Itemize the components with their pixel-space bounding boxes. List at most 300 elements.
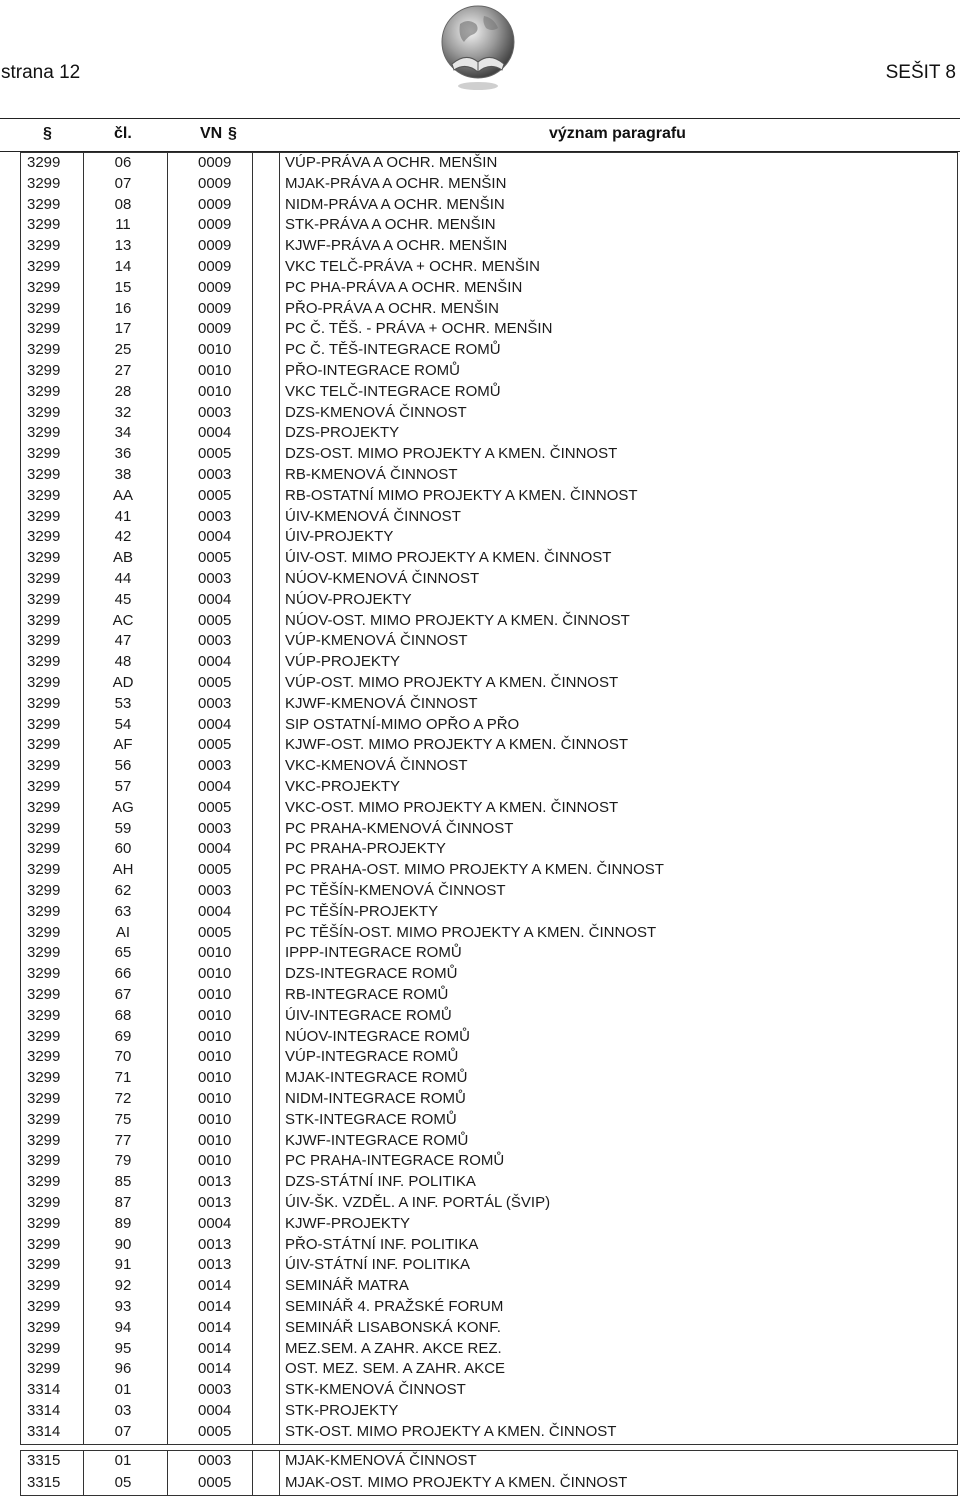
cell-article: 47 <box>114 632 132 650</box>
table-row <box>0 382 960 403</box>
cell-vn: 0005 <box>198 1422 232 1440</box>
cell-vn: 0003 <box>198 1381 232 1399</box>
cell-article: 27 <box>114 362 132 379</box>
table-row <box>0 1089 960 1110</box>
cell-vn: 0005 <box>198 674 232 691</box>
cell-meaning: ÚIV-INTEGRACE ROMŮ <box>285 1006 452 1024</box>
table-row <box>0 798 960 819</box>
cell-vn: 0003 <box>198 507 232 525</box>
table-row <box>0 174 960 195</box>
cell-paragraph: 3299 <box>27 258 61 275</box>
cell-article: 42 <box>114 528 132 546</box>
cell-paragraph: 3299 <box>27 840 61 858</box>
cell-vn: 0010 <box>198 1090 232 1107</box>
cell-meaning: NIDM-INTEGRACE ROMŮ <box>285 1090 466 1107</box>
cell-paragraph: 3299 <box>27 1131 61 1149</box>
cell-article: 69 <box>114 1027 132 1045</box>
cell-paragraph: 3314 <box>27 1402 61 1419</box>
cell-vn: 0010 <box>198 1006 232 1024</box>
table-row <box>0 236 960 257</box>
cell-article: 59 <box>114 819 132 837</box>
cell-paragraph: 3299 <box>27 1339 61 1357</box>
cell-article: 32 <box>114 403 132 421</box>
cell-paragraph: 3299 <box>27 944 61 962</box>
cell-article: 15 <box>114 278 132 296</box>
cell-vn: 0005 <box>198 1473 232 1491</box>
cell-article: 65 <box>114 944 132 962</box>
cell-vn: 0005 <box>198 736 232 754</box>
cell-paragraph: 3299 <box>27 819 61 837</box>
cell-vn: 0005 <box>198 798 232 816</box>
cell-article: 62 <box>114 882 132 899</box>
cell-paragraph: 3299 <box>27 1194 61 1211</box>
cell-paragraph: 3314 <box>27 1381 61 1399</box>
cell-meaning: VKC-PROJEKTY <box>285 778 401 795</box>
cell-paragraph: 3299 <box>27 694 61 712</box>
table-row <box>0 215 960 236</box>
table-header <box>0 125 960 147</box>
table-row <box>0 569 960 590</box>
cell-vn: 0004 <box>198 1402 232 1419</box>
cell-paragraph: 3299 <box>27 507 61 525</box>
cell-vn: 0005 <box>198 549 232 567</box>
cell-vn: 0005 <box>198 611 232 629</box>
cell-vn: 0003 <box>198 694 232 712</box>
table-row <box>0 299 960 320</box>
cell-vn: 0009 <box>198 154 232 171</box>
cell-vn: 0010 <box>198 1110 232 1128</box>
cell-article: 92 <box>114 1277 132 1295</box>
cell-paragraph: 3299 <box>27 965 61 983</box>
cell-vn: 0013 <box>198 1235 232 1253</box>
table-row <box>0 985 960 1006</box>
cell-meaning: PC TĚŠÍN-OST. MIMO PROJEKTY A KMEN. ČINNOST <box>285 923 657 941</box>
cell-article: 91 <box>114 1256 132 1274</box>
cell-article: 01 <box>114 1452 132 1469</box>
cell-article: 90 <box>114 1235 132 1253</box>
table-row <box>0 423 960 444</box>
cell-vn: 0009 <box>198 195 232 213</box>
page-number: strana 12 <box>1 62 81 83</box>
cell-meaning: VKC TELČ-INTEGRACE ROMŮ <box>285 382 501 400</box>
col-header-meaning: význam paragrafu <box>549 125 686 142</box>
cell-meaning: VKC-OST. MIMO PROJEKTY A KMEN. ČINNOST <box>285 798 619 816</box>
cell-meaning: NÚOV-KMENOVÁ ČINNOST <box>285 570 480 587</box>
cell-article: 85 <box>114 1173 132 1191</box>
table-row <box>0 403 960 424</box>
cell-paragraph: 3299 <box>27 341 61 359</box>
cell-paragraph: 3299 <box>27 195 61 213</box>
cell-meaning: PC PRAHA-KMENOVÁ ČINNOST <box>285 819 514 837</box>
table-row <box>0 943 960 964</box>
cell-article: 79 <box>114 1152 132 1170</box>
col-header-paragraph: § <box>43 125 52 142</box>
cell-article: AI <box>115 923 131 941</box>
cell-meaning: PC TĚŠÍN-PROJEKTY <box>285 902 439 920</box>
cell-vn: 0004 <box>198 840 232 858</box>
table-row <box>0 1276 960 1297</box>
table-row <box>0 1110 960 1131</box>
cell-article: 96 <box>114 1360 132 1378</box>
cell-article: 48 <box>114 653 132 671</box>
table-row <box>0 1380 960 1401</box>
cell-article: 14 <box>114 258 132 275</box>
cell-meaning: PC PHA-PRÁVA A OCHR. MENŠIN <box>285 278 523 296</box>
col-header-vn: VN <box>200 125 223 142</box>
cell-vn: 0009 <box>198 258 232 275</box>
col-header-article: čl. <box>114 125 132 142</box>
cell-vn: 0010 <box>198 341 232 359</box>
cell-article: 13 <box>114 237 132 255</box>
cell-meaning: NIDM-PRÁVA A OCHR. MENŠIN <box>285 195 505 213</box>
cell-meaning: RB-OSTATNÍ MIMO PROJEKTY A KMEN. ČINNOST <box>285 486 638 504</box>
cell-article: 56 <box>114 757 132 775</box>
cell-meaning: PC Č. TĚŠ-INTEGRACE ROMŮ <box>285 341 501 359</box>
cell-meaning: ÚIV-OST. MIMO PROJEKTY A KMEN. ČINNOST <box>285 549 612 567</box>
cell-vn: 0004 <box>198 715 232 733</box>
cell-paragraph: 3315 <box>27 1473 61 1491</box>
cell-vn: 0003 <box>198 1452 232 1469</box>
cell-paragraph: 3314 <box>27 1422 61 1440</box>
cell-vn: 0005 <box>198 486 232 504</box>
cell-meaning: VÚP-KMENOVÁ ČINNOST <box>285 632 468 650</box>
cell-vn: 0010 <box>198 1027 232 1045</box>
cell-vn: 0010 <box>198 362 232 379</box>
cell-paragraph: 3299 <box>27 1318 61 1336</box>
cell-paragraph: 3299 <box>27 216 61 234</box>
cell-article: 38 <box>114 466 132 483</box>
cell-article: AF <box>113 736 133 754</box>
cell-vn: 0009 <box>198 237 232 255</box>
cell-vn: 0005 <box>198 923 232 941</box>
cell-meaning: KJWF-PROJEKTY <box>285 1214 411 1232</box>
cell-article: 44 <box>114 570 132 587</box>
cell-vn: 0003 <box>198 632 232 650</box>
table-row <box>0 839 960 860</box>
cell-meaning: PC TĚŠÍN-KMENOVÁ ČINNOST <box>285 882 506 899</box>
cell-article: 45 <box>114 590 132 608</box>
globe-with-book-icon <box>438 2 518 94</box>
cell-meaning: PŘO-INTEGRACE ROMŮ <box>285 362 461 379</box>
cell-article: 17 <box>114 320 132 338</box>
table-row <box>0 1451 960 1472</box>
cell-article: AD <box>112 674 134 691</box>
table-row <box>0 1193 960 1214</box>
cell-paragraph: 3299 <box>27 1277 61 1295</box>
cell-article: 93 <box>114 1298 132 1315</box>
cell-meaning: MJAK-OST. MIMO PROJEKTY A KMEN. ČINNOST <box>285 1473 628 1491</box>
table-row <box>0 590 960 611</box>
cell-paragraph: 3299 <box>27 1298 61 1315</box>
section-label: SEŠIT 8 <box>885 62 956 83</box>
col-header-paragraph-2: § <box>228 125 237 142</box>
table-row <box>0 319 960 340</box>
table-row <box>0 923 960 944</box>
cell-meaning: DZS-OST. MIMO PROJEKTY A KMEN. ČINNOST <box>285 445 618 463</box>
cell-meaning: KJWF-INTEGRACE ROMŮ <box>285 1131 469 1149</box>
cell-paragraph: 3299 <box>27 902 61 920</box>
cell-meaning: STK-PRÁVA A OCHR. MENŠIN <box>285 216 496 234</box>
cell-article: 94 <box>114 1318 132 1336</box>
cell-vn: 0009 <box>198 278 232 296</box>
cell-meaning: DZS-STÁTNÍ INF. POLITIKA <box>285 1173 476 1191</box>
cell-article: 72 <box>114 1090 132 1107</box>
cell-paragraph: 3299 <box>27 1069 61 1087</box>
cell-meaning: SIP OSTATNÍ-MIMO OPŘO A PŘO <box>285 715 520 733</box>
table-row <box>0 340 960 361</box>
cell-article: 34 <box>114 424 132 442</box>
cell-article: 41 <box>114 507 132 525</box>
cell-paragraph: 3299 <box>27 1256 61 1274</box>
cell-paragraph: 3299 <box>27 1027 61 1045</box>
cell-vn: 0009 <box>198 320 232 338</box>
cell-article: 25 <box>114 341 132 359</box>
cell-meaning: VÚP-INTEGRACE ROMŮ <box>285 1048 459 1066</box>
cell-paragraph: 3299 <box>27 1360 61 1378</box>
cell-paragraph: 3299 <box>27 1214 61 1232</box>
cell-article: 08 <box>114 195 132 213</box>
table-row <box>0 819 960 840</box>
cell-meaning: SEMINÁŘ 4. PRAŽSKÉ FORUM <box>285 1298 504 1315</box>
cell-vn: 0010 <box>198 1131 232 1149</box>
cell-paragraph: 3299 <box>27 736 61 754</box>
cell-paragraph: 3299 <box>27 1173 61 1191</box>
table-row <box>0 1297 960 1318</box>
cell-paragraph: 3299 <box>27 986 61 1003</box>
cell-meaning: ÚIV-ŠK. VZDĚL. A INF. PORTÁL (ŠVIP) <box>285 1194 551 1211</box>
table-row <box>0 1359 960 1380</box>
cell-vn: 0010 <box>198 986 232 1003</box>
cell-meaning: RB-KMENOVÁ ČINNOST <box>285 466 458 483</box>
table-row <box>0 631 960 652</box>
cell-vn: 0003 <box>198 403 232 421</box>
table-row <box>0 902 960 923</box>
cell-vn: 0003 <box>198 570 232 587</box>
cell-vn: 0003 <box>198 757 232 775</box>
table-row <box>0 1006 960 1027</box>
cell-paragraph: 3299 <box>27 715 61 733</box>
cell-article: 01 <box>114 1381 132 1399</box>
cell-article: 03 <box>114 1402 132 1419</box>
cell-article: 70 <box>114 1048 132 1066</box>
cell-meaning: ÚIV-KMENOVÁ ČINNOST <box>285 507 461 525</box>
cell-article: 67 <box>114 986 132 1003</box>
cell-article: 95 <box>114 1339 132 1357</box>
cell-paragraph: 3299 <box>27 320 61 338</box>
cell-meaning: STK-INTEGRACE ROMŮ <box>285 1110 457 1128</box>
cell-vn: 0005 <box>198 861 232 879</box>
cell-paragraph: 3299 <box>27 237 61 255</box>
cell-vn: 0013 <box>198 1256 232 1274</box>
cell-article: 54 <box>114 715 132 733</box>
cell-meaning: RB-INTEGRACE ROMŮ <box>285 986 449 1003</box>
table-row <box>0 195 960 216</box>
cell-meaning: STK-KMENOVÁ ČINNOST <box>285 1381 466 1399</box>
cell-meaning: KJWF-KMENOVÁ ČINNOST <box>285 694 478 712</box>
table-row <box>0 1047 960 1068</box>
cell-vn: 0013 <box>198 1194 232 1211</box>
cell-vn: 0003 <box>198 882 232 899</box>
cell-meaning: VÚP-PROJEKTY <box>285 653 401 671</box>
cell-vn: 0004 <box>198 528 232 546</box>
cell-paragraph: 3299 <box>27 674 61 691</box>
cell-vn: 0010 <box>198 1048 232 1066</box>
table-row <box>0 1068 960 1089</box>
cell-meaning: PC Č. TĚŠ. - PRÁVA + OCHR. MENŠIN <box>285 320 553 338</box>
cell-paragraph: 3299 <box>27 278 61 296</box>
cell-paragraph: 3299 <box>27 174 61 192</box>
cell-vn: 0004 <box>198 590 232 608</box>
cell-paragraph: 3299 <box>27 424 61 442</box>
cell-article: 89 <box>114 1214 132 1232</box>
cell-paragraph: 3299 <box>27 882 61 899</box>
table-row <box>0 1318 960 1339</box>
cell-meaning: MJAK-PRÁVA A OCHR. MENŠIN <box>285 174 507 192</box>
cell-meaning: DZS-PROJEKTY <box>285 424 400 442</box>
cell-article: AG <box>112 798 134 816</box>
cell-paragraph: 3299 <box>27 653 61 671</box>
cell-meaning: KJWF-OST. MIMO PROJEKTY A KMEN. ČINNOST <box>285 736 629 754</box>
cell-meaning: VÚP-OST. MIMO PROJEKTY A KMEN. ČINNOST <box>285 674 619 691</box>
cell-article: 75 <box>114 1110 132 1128</box>
cell-meaning: MEZ.SEM. A ZAHR. AKCE REZ. <box>285 1339 502 1357</box>
cell-paragraph: 3299 <box>27 1235 61 1253</box>
table-row <box>0 652 960 673</box>
cell-article: 06 <box>114 154 132 171</box>
cell-vn: 0010 <box>198 965 232 983</box>
cell-meaning: VKC-KMENOVÁ ČINNOST <box>285 757 468 775</box>
table-row <box>0 1214 960 1235</box>
cell-paragraph: 3299 <box>27 549 61 567</box>
cell-paragraph: 3299 <box>27 154 61 171</box>
cell-meaning: IPPP-INTEGRACE ROMŮ <box>285 944 462 962</box>
cell-meaning: KJWF-PRÁVA A OCHR. MENŠIN <box>285 237 508 255</box>
cell-article: 63 <box>114 902 132 920</box>
cell-meaning: PC PRAHA-PROJEKTY <box>285 840 446 858</box>
cell-paragraph: 3299 <box>27 570 61 587</box>
cell-paragraph: 3299 <box>27 1048 61 1066</box>
cell-meaning: VKC TELČ-PRÁVA + OCHR. MENŠIN <box>285 258 540 275</box>
cell-meaning: PC PRAHA-OST. MIMO PROJEKTY A KMEN. ČINNOST <box>285 861 664 879</box>
cell-article: 57 <box>114 778 132 795</box>
table-row <box>0 1151 960 1172</box>
cell-meaning: PŘO-STÁTNÍ INF. POLITIKA <box>285 1235 479 1253</box>
cell-paragraph: 3299 <box>27 923 61 941</box>
cell-vn: 0004 <box>198 902 232 920</box>
table-row <box>0 548 960 569</box>
table-row <box>0 735 960 756</box>
cell-vn: 0014 <box>198 1318 232 1336</box>
cell-paragraph: 3299 <box>27 1006 61 1024</box>
cell-paragraph: 3299 <box>27 632 61 650</box>
cell-article: 11 <box>115 216 131 234</box>
cell-vn: 0009 <box>198 299 232 317</box>
cell-article: 28 <box>114 382 132 400</box>
cell-meaning: VÚP-PRÁVA A OCHR. MENŠIN <box>285 154 498 171</box>
cell-meaning: SEMINÁŘ MATRA <box>285 1277 409 1295</box>
table-row <box>0 1422 960 1443</box>
cell-article: 36 <box>114 445 132 463</box>
cell-article: 05 <box>114 1473 132 1491</box>
table-row <box>0 1172 960 1193</box>
table-row <box>0 860 960 881</box>
cell-vn: 0013 <box>198 1173 232 1191</box>
cell-paragraph: 3299 <box>27 757 61 775</box>
cell-vn: 0010 <box>198 1069 232 1087</box>
cell-article: 87 <box>114 1194 132 1211</box>
cell-paragraph: 3315 <box>27 1452 61 1469</box>
cell-meaning: NÚOV-PROJEKTY <box>285 590 412 608</box>
cell-vn: 0005 <box>198 445 232 463</box>
cell-article: AB <box>112 549 133 567</box>
cell-paragraph: 3299 <box>27 403 61 421</box>
cell-article: AH <box>112 861 134 879</box>
cell-article: 16 <box>114 299 132 317</box>
table-row <box>0 153 960 174</box>
cell-vn: 0009 <box>198 174 232 192</box>
cell-article: 53 <box>114 694 132 712</box>
cell-article: AA <box>112 486 133 504</box>
cell-article: 66 <box>114 965 132 983</box>
cell-vn: 0003 <box>198 466 232 483</box>
table-row <box>0 1027 960 1048</box>
cell-paragraph: 3299 <box>27 1110 61 1128</box>
cell-paragraph: 3299 <box>27 778 61 795</box>
cell-paragraph: 3299 <box>27 861 61 879</box>
table-row <box>0 486 960 507</box>
cell-paragraph: 3299 <box>27 528 61 546</box>
cell-meaning: OST. MEZ. SEM. A ZAHR. AKCE <box>285 1360 506 1378</box>
cell-vn: 0010 <box>198 382 232 400</box>
cell-paragraph: 3299 <box>27 362 61 379</box>
cell-meaning: ÚIV-PROJEKTY <box>285 528 394 546</box>
cell-vn: 0009 <box>198 216 232 234</box>
cell-paragraph: 3299 <box>27 611 61 629</box>
table-row <box>0 694 960 715</box>
cell-meaning: PC PRAHA-INTEGRACE ROMŮ <box>285 1152 505 1170</box>
cell-article: 68 <box>114 1006 132 1024</box>
table-row <box>0 257 960 278</box>
cell-article: AC <box>112 611 134 629</box>
table-row <box>0 1131 960 1152</box>
table-row <box>0 611 960 632</box>
cell-paragraph: 3299 <box>27 382 61 400</box>
cell-vn: 0010 <box>198 1152 232 1170</box>
cell-paragraph: 3299 <box>27 299 61 317</box>
table-row <box>0 278 960 299</box>
cell-vn: 0004 <box>198 424 232 442</box>
cell-vn: 0014 <box>198 1339 232 1357</box>
cell-vn: 0003 <box>198 819 232 837</box>
table-row <box>0 1339 960 1360</box>
table-row <box>0 673 960 694</box>
table-row <box>0 444 960 465</box>
cell-meaning: NÚOV-INTEGRACE ROMŮ <box>285 1027 471 1045</box>
cell-meaning: SEMINÁŘ LISABONSKÁ KONF. <box>285 1318 501 1336</box>
cell-paragraph: 3299 <box>27 466 61 483</box>
table-row <box>0 777 960 798</box>
cell-paragraph: 3299 <box>27 798 61 816</box>
table-row <box>0 465 960 486</box>
cell-article: 71 <box>114 1069 132 1087</box>
cell-paragraph: 3299 <box>27 1152 61 1170</box>
cell-meaning: MJAK-KMENOVÁ ČINNOST <box>285 1452 477 1469</box>
cell-vn: 0014 <box>198 1360 232 1378</box>
cell-meaning: STK-OST. MIMO PROJEKTY A KMEN. ČINNOST <box>285 1422 617 1440</box>
cell-vn: 0004 <box>198 1214 232 1232</box>
table-row <box>0 715 960 736</box>
cell-article: 07 <box>114 1422 132 1440</box>
